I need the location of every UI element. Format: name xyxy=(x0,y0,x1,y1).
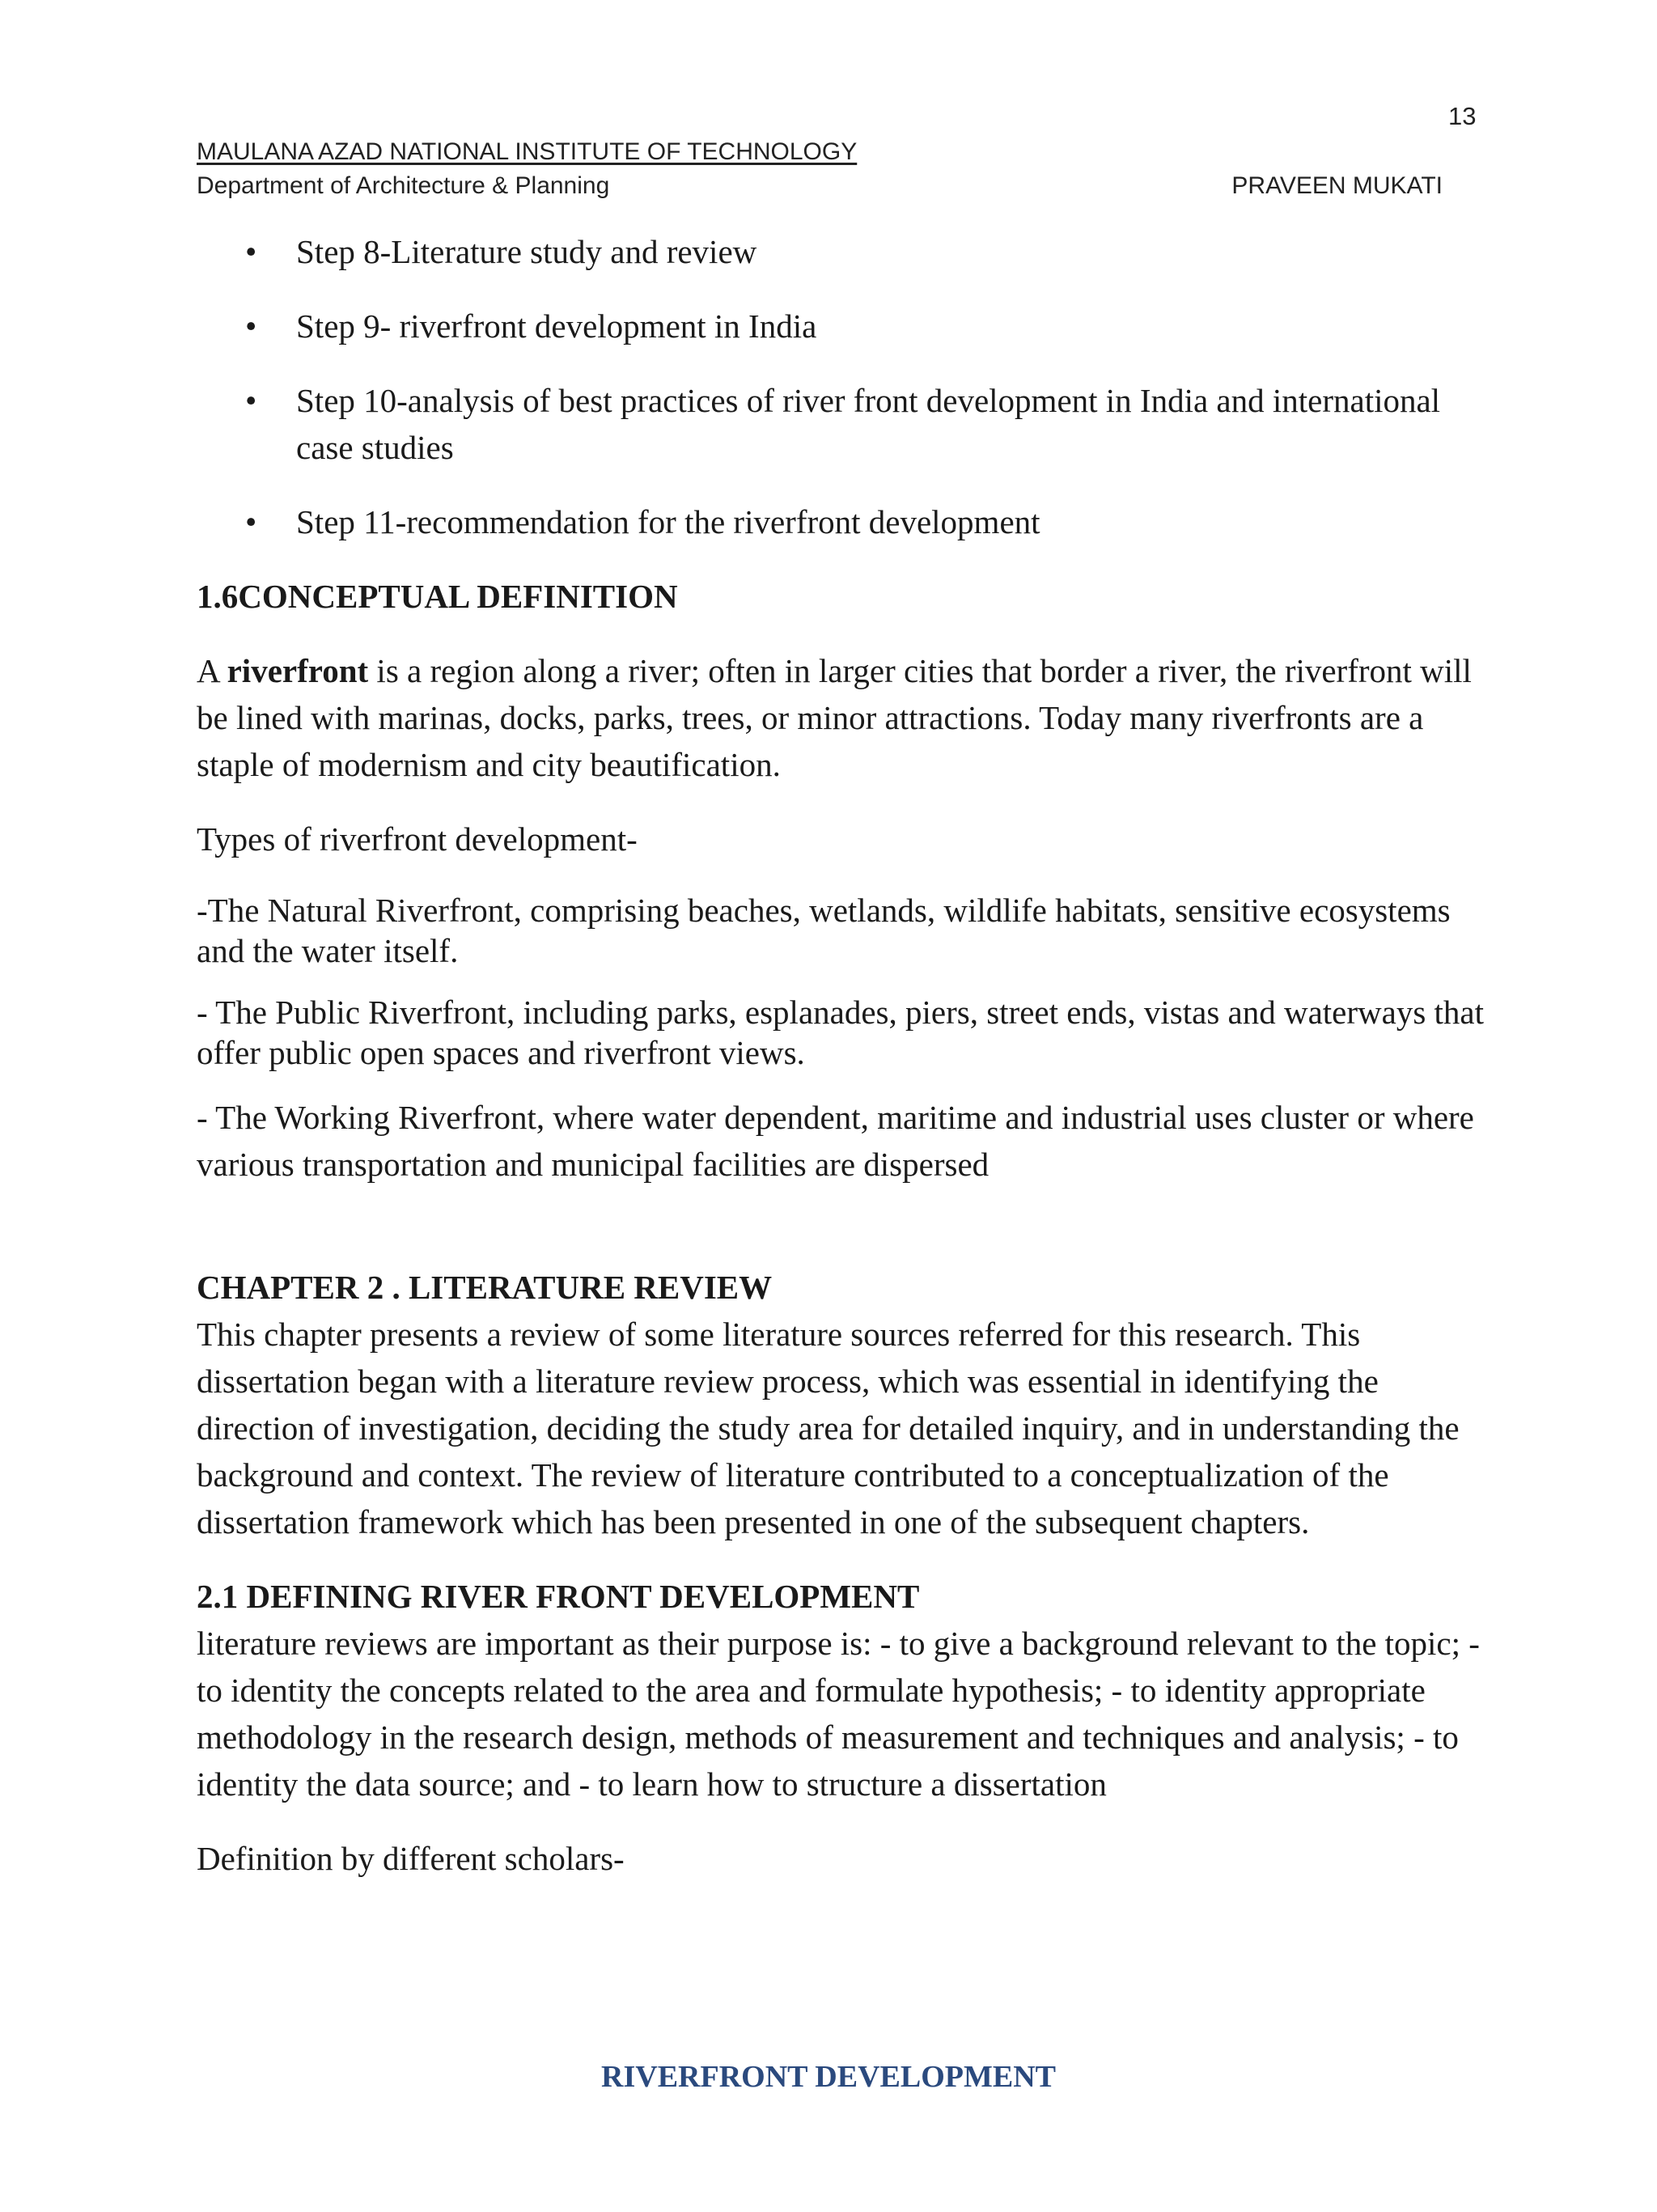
step-text: Step 11-recommendation for the riverfront development xyxy=(296,503,1040,540)
type-public: - The Public Riverfront, including parks, esplanades, piers, street ends, vistas and waterways that offer public open spaces and riverfront views. xyxy=(197,994,1485,1071)
riverfront-definition xyxy=(197,647,1491,788)
department-name: Department of Architecture & Planning xyxy=(197,172,610,199)
step-text: Step 9- riverfront development in India xyxy=(296,307,817,345)
list-item xyxy=(197,303,1491,350)
list-item xyxy=(197,228,1491,275)
chapter-2-heading: CHAPTER 2 . LITERATURE REVIEW xyxy=(197,1269,773,1306)
step-text: Step 8-Literature study and review xyxy=(296,233,757,270)
list-item xyxy=(197,377,1491,471)
list-item xyxy=(197,498,1491,545)
institute-name: MAULANA AZAD NATIONAL INSTITUTE OF TECHNOLOGY xyxy=(197,138,858,165)
bullet-icon: • xyxy=(245,503,257,540)
methodology-steps-list xyxy=(197,228,1491,545)
definition-term: riverfront xyxy=(227,652,369,689)
type-natural: -The Natural Riverfront, comprising beaches, wetlands, wildlife habitats, sensitive ecosystems and the water itself. xyxy=(197,892,1451,969)
bullet-icon: • xyxy=(245,307,257,345)
bullet-icon: • xyxy=(245,233,257,270)
author-name: PRAVEEN MUKATI xyxy=(1231,172,1443,199)
page-footer: RIVERFRONT DEVELOPMENT xyxy=(601,2060,1056,2094)
definition-text: is a region along a river; often in larger cities that border a river, the riverfront will be lined with marinas, docks, parks, trees, or minor attractions. Today many riverfronts are a staple of modernism and city beautification. xyxy=(197,652,1472,783)
scholars-intro: Definition by different scholars- xyxy=(197,1840,625,1877)
definition-prefix: A xyxy=(197,652,227,689)
page-header xyxy=(197,136,1443,204)
chapter-2-intro: This chapter presents a review of some literature sources referred for this research. This dissertation began with a literature review process, which was essential in identifying the direction of investigation, deciding the study area for detailed inquiry, and in understanding the background and context. The review of literature contributed to a conceptualization of the dissertation framework which has been presented in one of the subsequent chapters. xyxy=(197,1316,1460,1540)
section-heading-1-6: 1.6CONCEPTUAL DEFINITION xyxy=(197,578,678,615)
bullet-icon: • xyxy=(245,382,257,419)
step-text: Step 10-analysis of best practices of river front development in India and international case studies xyxy=(296,382,1441,466)
section-heading-2-1: 2.1 DEFINING RIVER FRONT DEVELOPMENT xyxy=(197,1578,920,1615)
type-working: - The Working Riverfront, where water dependent, maritime and industrial uses cluster or where various transportation and municipal facilities are dispersed xyxy=(197,1099,1474,1183)
types-intro: Types of riverfront development- xyxy=(197,820,638,858)
page-number: 13 xyxy=(1448,102,1477,130)
section-2-1-body: literature reviews are important as their purpose is: - to give a background relevant to the topic; - to identity the concepts related to the area and formulate hypothesis; - to identity appropriate methodology in the research design, methods of measurement and techniques and analysis; - to identity the data source; and - to learn how to structure a dissertation xyxy=(197,1625,1480,1803)
header-row xyxy=(197,168,1443,204)
page-content xyxy=(197,228,1491,1909)
